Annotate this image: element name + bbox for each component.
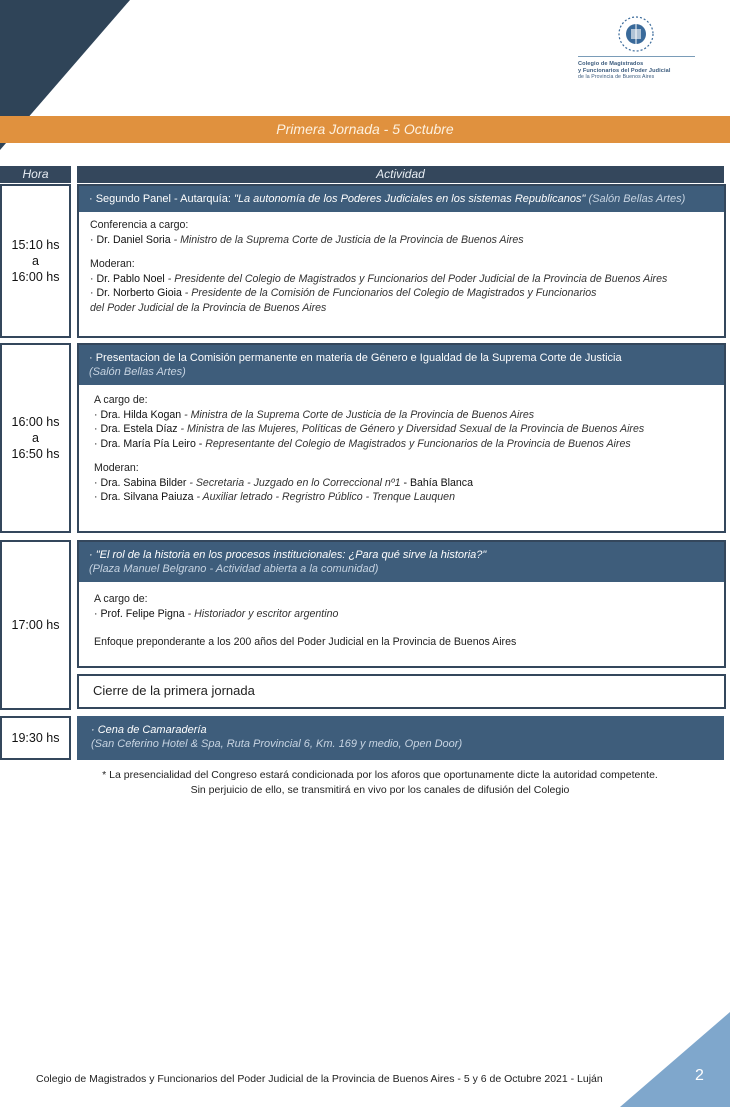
column-header-hora: Hora: [0, 166, 71, 183]
section-label: Moderan:: [90, 258, 135, 270]
header-title: "La autonomía de los Poderes Judiciales en los sistemas Republicanos": [233, 193, 586, 205]
logo-line-2: y Funcionarios del Poder Judicial: [578, 67, 671, 74]
closing-row: Cierre de la primera jornada: [77, 674, 726, 709]
header-venue: (San Ceferino Hotel & Spa, Ruta Provincial 6, Km. 169 y medio, Open Door): [91, 738, 463, 750]
logo-line-1: Colegio de Magistrados: [578, 61, 644, 67]
person-role: - Presidente del Colegio de Magistrados y Funcionarios del Poder Judicial de la Provincia de Buenos Aires: [164, 272, 668, 285]
person-name: · Dr. Norberto Gioia: [90, 287, 182, 299]
header-title: · Cena de Camaradería: [91, 724, 207, 736]
section-label: Conferencia a cargo:: [90, 219, 189, 231]
time-cell-4: [0, 716, 71, 760]
activity-body: [79, 582, 724, 650]
header-prefix: · Segundo Panel - Autarquía:: [89, 193, 234, 205]
section-label: Moderan:: [94, 462, 139, 474]
time-end: 16:00 hs: [11, 270, 60, 284]
activity-card-1: [77, 184, 726, 338]
section-label: A cargo de:: [94, 593, 148, 605]
header-venue: (Salón Bellas Artes): [89, 366, 186, 378]
column-header-actividad: Actividad: [77, 166, 724, 183]
activity-card-3: [77, 540, 726, 668]
note-line-1: * La presencialidad del Congreso estará condicionada por los aforos que oportunamente dicte la autoridad competente.: [102, 769, 658, 781]
time-separator: a: [32, 254, 39, 268]
time-end: 16:50 hs: [11, 447, 60, 461]
person-name: · Dra. María Pía Leiro -: [94, 437, 206, 450]
activity-header: [79, 186, 724, 212]
activity-header: [79, 542, 724, 582]
page-number: 2: [695, 1067, 704, 1084]
person-role: - Ministro de la Suprema Corte de Justicia de la Provincia de Buenos Aires: [170, 233, 524, 246]
person-name: · Prof. Felipe Pigna: [94, 607, 185, 620]
logo-text: [578, 61, 708, 81]
header-venue: (Plaza Manuel Belgrano - Actividad abierta a la comunidad): [89, 563, 379, 575]
header-title: · "El rol de la historia en los procesos institucionales: ¿Para qué sirve la historia?": [89, 549, 487, 561]
footer-text: Colegio de Magistrados y Funcionarios del Poder Judicial de la Provincia de Buenos Aires - 5 y 6 de Octubre 2021 - Luján: [36, 1073, 603, 1085]
person-name: · Dra. Hilda Kogan: [94, 408, 182, 421]
time-start: 15:10 hs: [11, 238, 60, 252]
logo-rule: [578, 56, 695, 57]
person-role: - Ministra de la Suprema Corte de Justicia de la Provincia de Buenos Aires: [181, 408, 535, 421]
person-role-continued: del Poder Judicial de la Provincia de Buenos Aires: [90, 301, 327, 314]
person-role: - Auxiliar letrado - Regristro Público - Trenque Lauquen: [193, 491, 455, 503]
person-name: · Dra. Estela Díaz: [94, 423, 178, 435]
time-start: 17:00 hs: [11, 618, 60, 632]
time-start: 16:00 hs: [11, 415, 60, 429]
person-name: · Dra. Silvana Paiuza: [94, 491, 194, 503]
person-role: - Secretaria - Juzgado en lo Correccional nº1: [186, 476, 401, 489]
person-role: - Historiador y escritor argentino: [184, 607, 339, 620]
header-venue: (Salón Bellas Artes): [585, 193, 686, 205]
person-role: - Ministra de las Mujeres, Políticas de Género y Diversidad Sexual de la Provincia de Buenos Aires: [177, 423, 645, 435]
section-label: A cargo de:: [94, 394, 148, 406]
activity-header: [79, 345, 724, 385]
day-banner: Primera Jornada - 5 Octubre: [0, 116, 730, 143]
person-name: · Dr. Pablo Noel: [90, 272, 165, 285]
header-title: · Presentacion de la Comisión permanente en materia de Género e Igualdad de la Suprema Corte de Justicia: [89, 352, 622, 364]
time-cell-3: [0, 540, 71, 710]
person-name: · Dra. Sabina Bilder: [94, 476, 187, 489]
time-cell-1: [0, 184, 71, 338]
person-name: · Dr. Daniel Soria: [90, 233, 171, 246]
seal-icon: [614, 14, 658, 54]
activity-body: [79, 212, 724, 315]
activity-body: [79, 385, 724, 505]
attendance-note: [0, 768, 730, 798]
time-separator: a: [32, 431, 39, 445]
logo-line-3: de la Provincia de Buenos Aires: [578, 74, 655, 81]
note-line-2: Sin perjuicio de ello, se transmitirá en vivo por los canales de difusión del Colegio: [190, 784, 570, 796]
person-role: Representante del Colegio de Magistrados y Funcionarios de la Provincia de Buenos Aires: [205, 437, 631, 450]
corner-decoration-bottom-right: [620, 1012, 730, 1107]
activity-card-4: [77, 716, 724, 760]
colegio-logo: [578, 14, 708, 81]
activity-card-2: [77, 343, 726, 533]
person-role: - Presidente de la Comisión de Funcionarios del Colegio de Magistrados y Funcionarios: [181, 287, 597, 299]
time-start: 19:30 hs: [11, 731, 60, 745]
focus-text: Enfoque preponderante a los 200 años del Poder Judicial en la Provincia de Buenos Aires: [94, 636, 517, 648]
person-location: - Bahía Blanca: [400, 476, 473, 489]
time-cell-2: [0, 343, 71, 533]
